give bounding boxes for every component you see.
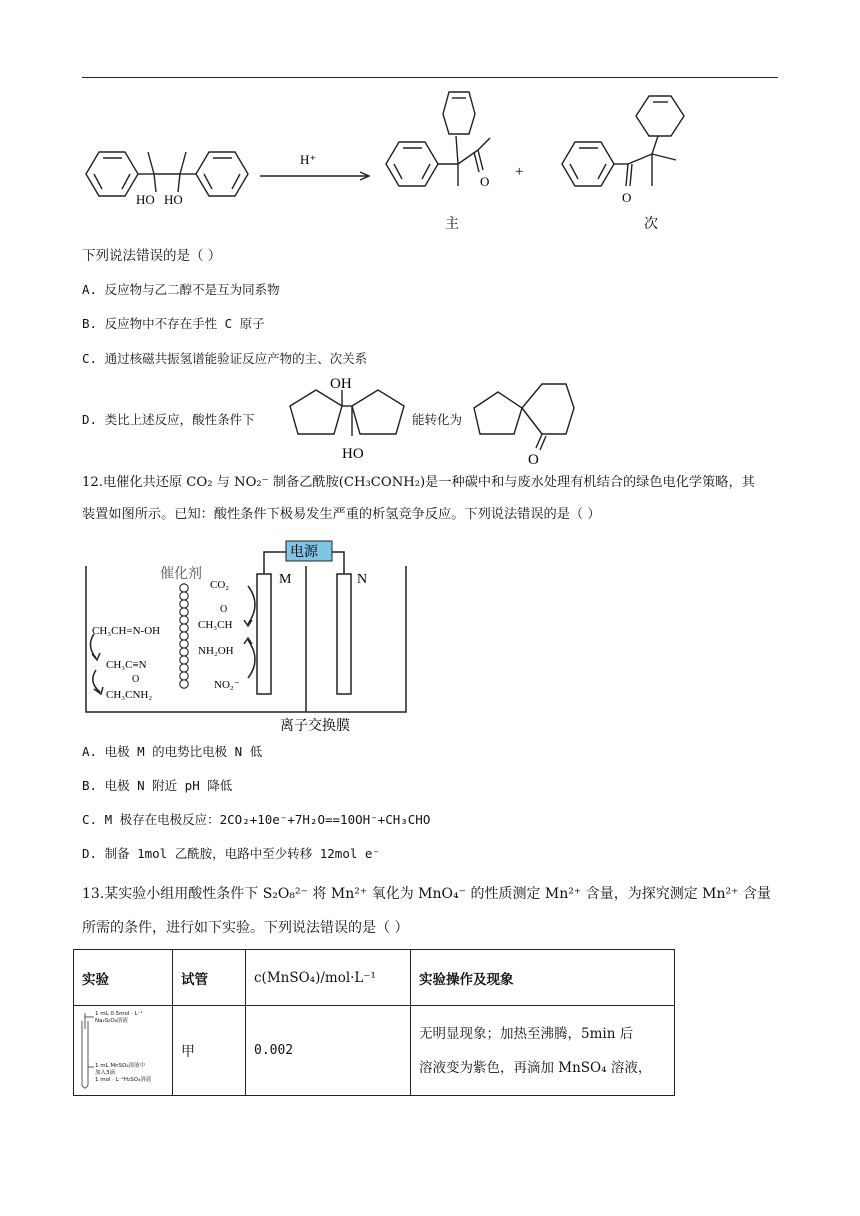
amide-label: CH₃CNH₂ [106, 689, 153, 701]
ch3cho-label: CH₃CH [198, 619, 233, 631]
observation-line-1: 无明显现象；加热至沸腾，5min 后 [419, 1025, 634, 1042]
tube-label-bottom-2: 加入3滴 [95, 1069, 115, 1076]
q11-option-d-text: D. 类比上述反应，酸性条件下 [82, 412, 255, 427]
q11-option-b: B. 反应物中不存在手性 C 原子 [82, 316, 265, 331]
q12-option-b: B. 电极 N 附近 pH 降低 [82, 778, 233, 793]
experiment-table [73, 949, 675, 1096]
main-product-o: O [480, 174, 490, 189]
table-cell-observation [411, 1006, 675, 1096]
tube-label-top-1: 1 mL 0.5mol · L⁻¹ [95, 1010, 143, 1017]
q12-stem-line1: 12.电催化共还原 CO₂ 与 NO₂⁻ 制备乙酰胺(CH₃CONH₂)是一种碳中和与废水处理有机结合的绿色电化学策略，其 [82, 475, 755, 490]
reactant-oh-label-2: HO [164, 192, 183, 207]
bicyclopentyl-diol-structure [286, 376, 410, 462]
membrane-label: 离子交换膜 [280, 719, 350, 734]
header-rule [82, 77, 778, 78]
q11-option-c: C. 通过核磁共振氢谱能验证反应产物的主、次关系 [82, 351, 368, 366]
co2-label: CO₂ [210, 579, 230, 591]
minor-product-label: 次 [644, 217, 658, 232]
catalyst-beads [180, 584, 188, 688]
electrolysis-cell-diagram [80, 536, 420, 736]
acid-catalyst-label: H⁺ [300, 152, 317, 167]
power-source-label: 电源 [290, 545, 318, 560]
table-header-operation: 实验操作及现象 [411, 950, 675, 1006]
minor-product-o: O [622, 190, 632, 205]
nitrite-label: NO₂⁻ [214, 679, 240, 691]
q13-stem-line1: 13.某实验小组用酸性条件下 S₂O₈²⁻ 将 Mn²⁺ 氧化为 MnO₄⁻ 的性质测定 Mn²⁺ 含量，为探究测定 Mn²⁺ 含量 [82, 886, 771, 902]
amide-o-label: O [132, 674, 140, 685]
table-header-tube: 试管 [173, 950, 246, 1006]
q11-option-a: A. 反应物与乙二醇不是互为同系物 [82, 282, 280, 297]
nitrile-label: CH₃C≡N [106, 659, 147, 671]
observation-line-2: 溶液变为紫色，再滴加 MnSO₄ 溶液， [419, 1059, 652, 1076]
spiro-ketone-structure [470, 376, 580, 466]
table-header-experiment: 实验 [74, 950, 173, 1006]
catalyst-label: 催化剂 [160, 567, 202, 582]
q11-stem: 下列说法错误的是（ ） [82, 248, 222, 264]
electrode-m-label: M [279, 572, 292, 587]
spiro-ketone-o: O [528, 452, 539, 466]
q12-option-d: D. 制备 1mol 乙酰胺，电路中至少转移 12mol e⁻ [82, 846, 380, 861]
q11-option-d-mid: 能转化为 [412, 412, 463, 427]
q12-option-c: C. M 极存在电极反应：2CO₂+10e⁻+7H₂O==10OH⁻+CH₃CHO [82, 812, 431, 827]
diol-oh-bottom: HO [342, 446, 364, 462]
q13-stem-line2: 所需的条件，进行如下实验。下列说法错误的是（ ） [82, 920, 409, 936]
tube-label-bottom-1: 1 mL MnSO₄溶液中 [95, 1062, 146, 1069]
pinacol-reaction-scheme [78, 88, 698, 236]
tube-label-top-2: Na₂S₂O₈溶液 [95, 1017, 128, 1024]
table-cell-concentration: 0.002 [246, 1006, 411, 1096]
q12-option-a: A. 电极 M 的电势比电极 N 低 [82, 744, 263, 759]
ch3cho-o-label: O [220, 604, 228, 615]
diol-oh-top: OH [330, 376, 352, 392]
plus-sign: + [515, 164, 524, 180]
table-cell-tube-diagram [74, 1006, 173, 1096]
electrode-n-label: N [357, 572, 368, 587]
q12-stem-line2: 装置如图所示。已知：酸性条件下极易发生严重的析氢竞争反应。下列说法错误的是（ ） [82, 507, 601, 522]
tube-label-bottom-3: 1 mol · L⁻¹H₂SO₄溶液 [95, 1076, 152, 1083]
table-cell-tube-id: 甲 [173, 1006, 246, 1096]
main-product-label: 主 [445, 217, 459, 232]
oxime-label: CH₃CH=N-OH [92, 625, 161, 637]
table-header-concentration: c(MnSO₄)/mol·L⁻¹ [246, 950, 411, 1006]
reactant-oh-label-1: HO [136, 192, 155, 207]
nh2oh-label: NH₂OH [198, 645, 234, 657]
